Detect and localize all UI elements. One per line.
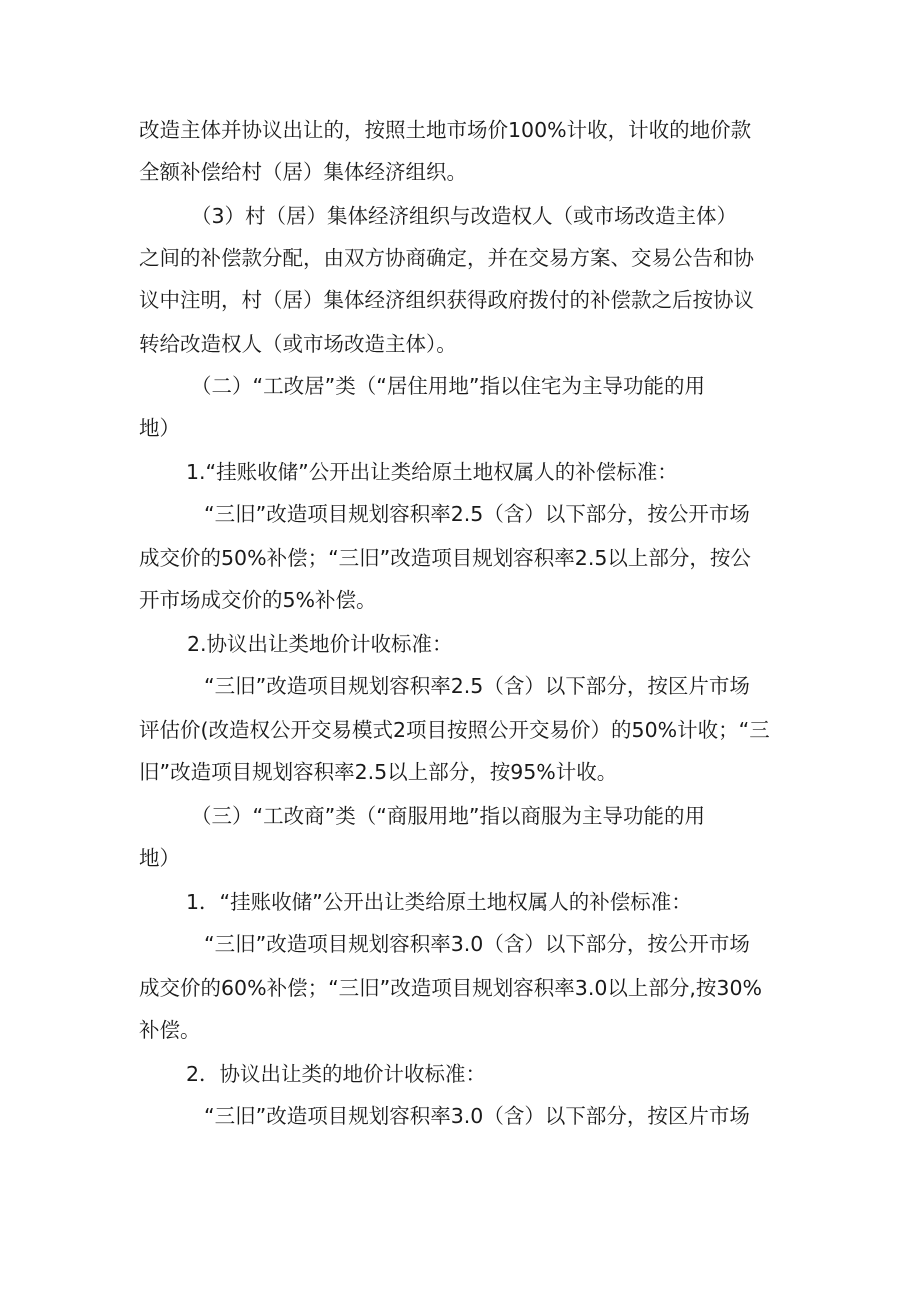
paragraph-start: “三旧”改造项目规划容积率3.0（含）以下部分，按公开市场 bbox=[204, 932, 750, 956]
text-line: 议中注明，村（居）集体经济组织获得政府拨付的补偿款之后按协议 bbox=[139, 288, 754, 312]
text-line: 改造主体并协议出让的，按照土地市场价100%计收，计收的地价款 bbox=[139, 118, 752, 142]
text-line: 补偿。 bbox=[139, 1018, 201, 1042]
section-heading-continued: 地） bbox=[139, 846, 180, 870]
subsection-heading: 1．“挂账收储”公开出让类给原土地权属人的补偿标准： bbox=[186, 890, 692, 914]
text-line: 评估价(改造权公开交易模式2项目按照公开交易价）的50%计收；“三 bbox=[139, 718, 770, 742]
section-heading-continued: 地） bbox=[139, 416, 180, 440]
text-line: 全额补偿给村（居）集体经济组织。 bbox=[139, 160, 467, 184]
text-line: 旧”改造项目规划容积率2.5以上部分，按95%计收。 bbox=[139, 760, 618, 784]
text-line: 成交价的60%补偿；“三旧”改造项目规划容积率3.0以上部分,按30% bbox=[139, 976, 762, 1000]
section-heading: （三）“工改商”类（“商服用地”指以商服为主导功能的用 bbox=[191, 804, 705, 828]
paragraph-start: （3）村（居）集体经济组织与改造权人（或市场改造主体） bbox=[191, 204, 738, 228]
text-line: 之间的补偿款分配，由双方协商确定，并在交易方案、交易公告和协 bbox=[139, 246, 754, 270]
paragraph-start: “三旧”改造项目规划容积率2.5（含）以下部分，按公开市场 bbox=[204, 502, 750, 526]
section-heading: （二）“工改居”类（“居住用地”指以住宅为主导功能的用 bbox=[191, 374, 705, 398]
subsection-heading: 2．协议出让类的地价计收标准： bbox=[186, 1062, 487, 1086]
text-line: 转给改造权人（或市场改造主体）。 bbox=[139, 332, 457, 356]
text-line: 开市场成交价的5%补偿。 bbox=[139, 588, 377, 612]
paragraph-start: “三旧”改造项目规划容积率3.0（含）以下部分，按区片市场 bbox=[204, 1104, 750, 1128]
text-line: 成交价的50%补偿；“三旧”改造项目规划容积率2.5以上部分，按公 bbox=[139, 546, 751, 570]
paragraph-start: “三旧”改造项目规划容积率2.5（含）以下部分，按区片市场 bbox=[204, 674, 750, 698]
subsection-heading: 2.协议出让类地价计收标准： bbox=[187, 632, 453, 656]
subsection-heading: 1.“挂账收储”公开出让类给原土地权属人的补偿标准： bbox=[186, 460, 678, 484]
